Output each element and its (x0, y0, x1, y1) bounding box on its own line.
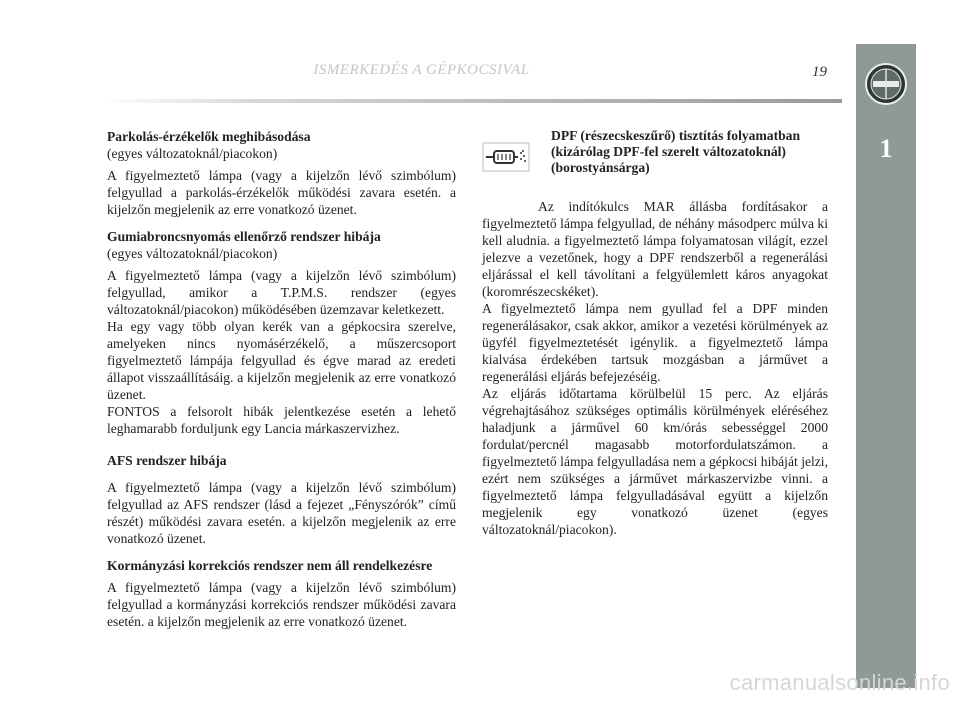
section-subtitle: (egyes változatoknál/piacokon) (107, 246, 278, 261)
paragraph: Az eljárás időtartama körülbelül 15 perc. Az eljárás végrehajtásához szükséges optimális körülmények eléréséhez haladjunk a járművel 60 km/órás sebességgel 2000 fordulat/percnél magasabb motorfordulatszámon. a figyelmeztető lámpa felgyulladása nem a gépkocsi hibáját jelzi, ezért nem szükséges a járművet márkaszervizbe vinni. a figyelmeztető lámpa felgyulladásával együtt a kijelzőn megjelenik egy vonatkozó üzenet (egyes változatoknál/piacokon). (482, 386, 828, 537)
paragraph: Az indítókulcs MAR állásba fordításakor a figyelmeztető lámpa felgyullad, de néhány másodperc múlva ki kell aludnia. a figyelmeztető lámpa folyamatosan világít, ezzel jelezve a vezetőnek, hogy a DPF rendszerből a regenerálási eljárással el kell távolítani a felgyülemlett káros anyagokat (koromrészecskéket). (482, 199, 828, 299)
paragraph: A figyelmeztető lámpa (vagy a kijelzőn lévő szimbólum) felgyullad a parkolás-érzékelők működési zavara esetén. a kijelzőn megjelenik az erre vonatkozó üzenet. (107, 168, 456, 217)
section-title-parking-sensors: Parkolás-érzékelők meghibásodása (107, 129, 311, 144)
page-number: 19 (812, 64, 827, 80)
paragraph: FONTOS a felsorolt hibák jelentkezése esetén a lehető leghamarabb forduljunk egy Lancia márkaszervizhez. (107, 404, 456, 436)
paragraph: A figyelmeztető lámpa (vagy a kijelzőn lévő szimbólum) felgyullad a kormányzási korrekciós rendszer működési zavara esetén. a kijelzőn megjelenik az erre vonatkozó üzenet. (107, 580, 456, 629)
dpf-filter-icon (482, 142, 530, 172)
lancia-logo-icon (864, 62, 908, 106)
section-title-afs: AFS rendszer hibája (107, 453, 227, 468)
left-column (107, 128, 456, 630)
running-header-title: ISMERKEDÉS A GÉPKOCSIVAL (313, 62, 530, 78)
paragraph: A figyelmeztető lámpa nem gyullad fel a DPF minden regenerálásakor, csak akkor, amikor a vezetési körülmények az ügyfél figyelmeztetését igénylik. a figyelmeztető lámpa kialvása érdekében tartsuk mozgásban a járművet a regenerálási eljárás befejezéséig. (482, 301, 828, 384)
paragraph: Ha egy vagy több olyan kerék van a gépkocsira szerelve, amelyeken nincs nyomásérzékelő, a műszercsoport figyelmeztető lámpája felgyullad és égve marad az eredeti állapot visszaállításáig. a kijelzőn megjelenik az erre vonatkozó üzenet. (107, 319, 456, 402)
section-title-steering-correction: Kormányzási korrekciós rendszer nem áll rendelkezésre (107, 558, 433, 573)
section-subtitle: (egyes változatoknál/piacokon) (107, 146, 278, 161)
chapter-number: 1 (879, 134, 893, 163)
section-title-dpf: DPF (részecskeszűrő) tisztítás folyamatban (kizárólag DPF-fel szerelt változatoknál) (borostyánsárga) (551, 128, 801, 175)
paragraph: A figyelmeztető lámpa (vagy a kijelzőn lévő szimbólum) felgyullad az AFS rendszer (lásd a fejezet „Fényszórók” című részét) működési zavara esetén. a kijelzőn megjelenik az erre vonatkozó üzenet. (107, 480, 456, 546)
paragraph: A figyelmeztető lámpa (vagy a kijelzőn lévő szimbólum) felgyullad, amikor a T.P.M.S. rendszer (egyes változatoknál/piacokon) működésében üzemzavar keletkezett. (107, 268, 456, 317)
header-rule (100, 99, 842, 103)
section-title-tpms: Gumiabroncsnyomás ellenőrző rendszer hibája (107, 229, 381, 244)
right-column (482, 128, 828, 538)
watermark: carmanualsonline.info (729, 670, 950, 695)
